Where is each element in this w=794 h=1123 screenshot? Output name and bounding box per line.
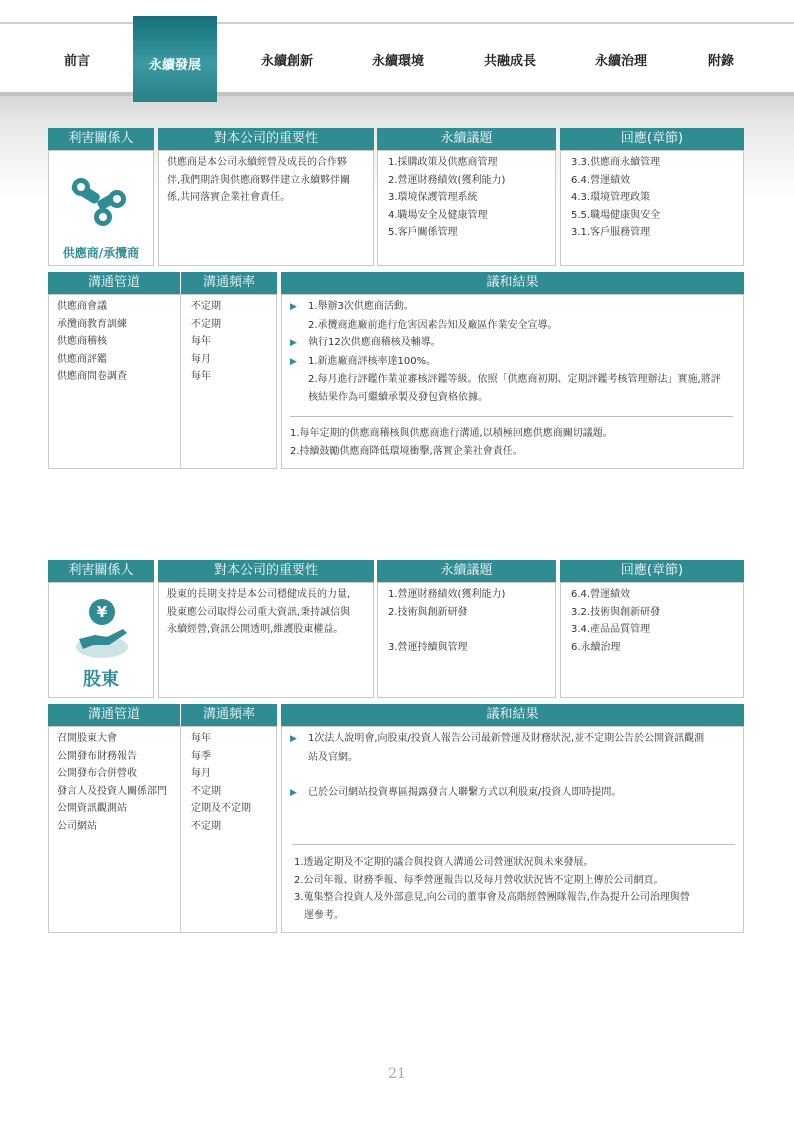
header-stakeholder: 利害關係人 bbox=[48, 560, 154, 582]
bullet-triangle-icon: ▶ bbox=[290, 356, 297, 367]
channel-item: 發言人及投資人關係部門 bbox=[57, 785, 167, 797]
header-frequency: 溝通頻率 bbox=[181, 272, 277, 294]
frequency-list bbox=[191, 730, 266, 835]
result-item: ▶ 1次法人說明會,向股東/投資人報告公司最新營運及財務狀況,並不定期公告於公開資訊觀測 bbox=[290, 730, 735, 749]
frequency-item: 每月 bbox=[191, 353, 211, 365]
importance-cell bbox=[158, 582, 374, 698]
channel-item: 供應商稽核 bbox=[57, 336, 107, 347]
results-summary bbox=[294, 854, 690, 924]
stakeholder-name: 供應商/承攬商 bbox=[62, 246, 140, 260]
header-results: 議和結果 bbox=[281, 272, 744, 294]
nav-tab-sustainable-innovation[interactable]: 永續創新 bbox=[260, 54, 313, 69]
result-item: ▶ 執行12次供應商稽核及輔導。 bbox=[290, 334, 735, 353]
summary-item: 1.透過定期及不定期的議合與投資人溝通公司營運狀況與未來發展。 bbox=[294, 857, 594, 868]
results-summary bbox=[290, 425, 613, 460]
nav-tab-sustainable-development[interactable] bbox=[133, 16, 217, 102]
issue-item: 1.營運財務績效(獲利能力) bbox=[388, 589, 506, 600]
issues-list bbox=[388, 586, 545, 656]
issue-item: 3.環境保護管理系統 bbox=[388, 192, 478, 203]
bullet-triangle-icon: ▶ bbox=[290, 734, 297, 744]
response-item: 4.3.環境管理政策 bbox=[571, 192, 651, 203]
channel-cell bbox=[48, 294, 181, 469]
channel-list bbox=[57, 730, 172, 835]
header-channel: 溝通管道 bbox=[48, 704, 180, 726]
response-list bbox=[571, 154, 733, 242]
importance-line: 股東的長期支持是本公司穩健成長的力量, bbox=[167, 589, 351, 600]
investor-hand-coin-icon bbox=[73, 595, 131, 661]
channel-item: 公開資訊觀測站 bbox=[57, 803, 127, 814]
frequency-item: 不定期 bbox=[191, 301, 221, 312]
result-item: 2.承攬商進廠前進行危害因素告知及廠區作業安全宣導。 bbox=[308, 319, 558, 331]
results-cell bbox=[281, 294, 744, 469]
issues-list bbox=[388, 154, 545, 242]
frequency-item: 每年 bbox=[191, 733, 211, 744]
channel-item: 公開發布合併營收 bbox=[57, 768, 137, 779]
nav-tab-sustainable-environment[interactable]: 永續環境 bbox=[371, 54, 424, 69]
response-item: 3.1.客戶服務管理 bbox=[571, 227, 651, 238]
results-divider bbox=[292, 844, 735, 845]
header-issues: 永續議題 bbox=[377, 560, 556, 582]
nav-tab-sustainable-governance[interactable]: 永續治理 bbox=[594, 54, 647, 69]
channel-cell bbox=[48, 726, 181, 933]
response-item: 6.永續治理 bbox=[571, 641, 621, 653]
importance-line: 供應商是本公司永續經營及成長的合作夥 bbox=[167, 157, 347, 168]
result-item: 2.每月進行評鑑作業並審核評鑑等級。依照「供應商初期、定期評鑑考核管理辦法」實施,將評 bbox=[308, 374, 721, 385]
channel-item: 召開股東大會 bbox=[57, 733, 117, 744]
issue-item: 2.技術與創新研發 bbox=[388, 606, 468, 618]
importance-cell bbox=[158, 150, 374, 266]
summary-item: 運參考。 bbox=[304, 909, 344, 921]
frequency-item: 不定期 bbox=[191, 785, 221, 797]
issue-item: 2.營運財務績效(獲利能力) bbox=[388, 174, 506, 186]
channel-item: 供應商評鑑 bbox=[57, 353, 107, 365]
header-importance: 對本公司的重要性 bbox=[158, 560, 374, 582]
issue-item: 4.職場安全及健康管理 bbox=[388, 209, 488, 221]
frequency-item: 每季 bbox=[191, 750, 211, 762]
response-cell bbox=[560, 582, 744, 698]
response-cell bbox=[560, 150, 744, 266]
results-divider bbox=[290, 416, 733, 417]
result-item: ▶ 1.新進廠商評核率達100%。 bbox=[290, 353, 735, 372]
summary-item: 1.每年定期的供應商稽核與供應商進行溝通,以積極回應供應商關切議題。 bbox=[290, 428, 613, 439]
result-item: ▶ 已於公司網站投資專區揭露發言人聯繫方式以利股東/投資人即時提問。 bbox=[290, 784, 735, 803]
importance-line: 永續經營,資訊公開透明,維護股東權益。 bbox=[167, 624, 344, 635]
result-item: 核結果作為可繼續承製及發包資格依據。 bbox=[308, 391, 488, 403]
bullet-triangle-icon: ▶ bbox=[290, 787, 297, 798]
frequency-item: 每年 bbox=[191, 336, 211, 347]
result-item: ▶ 1.舉辦3次供應商活動。 bbox=[290, 298, 735, 317]
svg-text:¥: ¥ bbox=[96, 603, 108, 621]
summary-item: 3.蒐集整合投資人及外部意見,向公司的董事會及高階經營團隊報告,作為提升公司治理與營 bbox=[294, 892, 690, 903]
nav-tab-label: 永續發展 bbox=[148, 58, 201, 73]
header-stakeholder: 利害關係人 bbox=[48, 128, 154, 150]
header-issues: 永續議題 bbox=[377, 128, 556, 150]
channel-item: 公開發布財務報告 bbox=[57, 750, 137, 762]
results-cell bbox=[281, 726, 744, 933]
stakeholder-cell bbox=[48, 582, 154, 698]
top-navigation bbox=[0, 22, 794, 96]
frequency-item: 定期及不定期 bbox=[191, 803, 251, 814]
nav-tab-inclusive-growth[interactable]: 共融成長 bbox=[483, 54, 536, 69]
issue-item: 1.採購政策及供應商管理 bbox=[388, 157, 498, 168]
bullet-triangle-icon: ▶ bbox=[290, 302, 297, 312]
channel-item: 承攬商教育訓練 bbox=[57, 318, 127, 330]
tools-icon bbox=[67, 173, 137, 229]
frequency-cell bbox=[180, 294, 277, 469]
importance-line: 股東應公司取得公司重大資訊,秉持誠信與 bbox=[167, 606, 351, 618]
header-response: 回應(章節) bbox=[560, 560, 744, 582]
importance-line: 伴,我們期許與供應商夥伴建立永續夥伴關 bbox=[167, 174, 351, 186]
channel-item: 供應商問卷調查 bbox=[57, 371, 127, 382]
importance-line: 係,共同落實企業社會責任。 bbox=[167, 192, 291, 203]
response-item: 6.4.營運績效 bbox=[571, 589, 631, 600]
response-item: 6.4.營運績效 bbox=[571, 174, 631, 186]
channel-item: 公司網站 bbox=[57, 820, 97, 832]
issue-item bbox=[388, 621, 545, 639]
importance-text bbox=[167, 586, 365, 639]
page-number: 21 bbox=[388, 1066, 406, 1082]
stakeholder-name: 股東 bbox=[83, 669, 119, 690]
frequency-item: 不定期 bbox=[191, 820, 221, 832]
response-item: 5.5.職場健康與安全 bbox=[571, 209, 661, 221]
frequency-cell bbox=[180, 726, 277, 933]
response-list bbox=[571, 586, 733, 656]
nav-tab-appendix[interactable]: 附錄 bbox=[707, 54, 734, 69]
results-list bbox=[290, 298, 735, 406]
issues-cell bbox=[377, 582, 556, 698]
importance-text bbox=[167, 154, 365, 207]
summary-item: 2.公司年報、財務季報、每季營運報告以及每月營收狀況皆不定期上傳於公司網頁。 bbox=[294, 874, 664, 886]
results-list bbox=[290, 730, 735, 802]
header-importance: 對本公司的重要性 bbox=[158, 128, 374, 150]
channel-list bbox=[57, 298, 172, 386]
header-frequency: 溝通頻率 bbox=[181, 704, 277, 726]
bullet-triangle-icon: ▶ bbox=[290, 338, 297, 348]
result-item: 站及官網。 bbox=[308, 751, 358, 763]
channel-item: 供應商會議 bbox=[57, 301, 107, 312]
header-results: 議和結果 bbox=[281, 704, 744, 726]
frequency-item: 每年 bbox=[191, 371, 211, 382]
issue-item: 5.客戶關係管理 bbox=[388, 227, 458, 238]
result-item bbox=[290, 766, 735, 784]
frequency-item: 不定期 bbox=[191, 318, 221, 330]
nav-tab-preface[interactable]: 前言 bbox=[63, 54, 90, 69]
stakeholder-cell bbox=[48, 150, 154, 266]
response-item: 3.4.產品品質管理 bbox=[571, 624, 651, 635]
header-response: 回應(章節) bbox=[560, 128, 744, 150]
frequency-list bbox=[191, 298, 266, 386]
issues-cell bbox=[377, 150, 556, 266]
summary-item: 2.持續鼓勵供應商降低環境衝擊,落實企業社會責任。 bbox=[290, 445, 523, 457]
response-item: 3.3.供應商永續管理 bbox=[571, 157, 661, 168]
response-item: 3.2.技術與創新研發 bbox=[571, 606, 661, 618]
frequency-item: 每月 bbox=[191, 768, 211, 779]
header-channel: 溝通管道 bbox=[48, 272, 180, 294]
issue-item: 3.營運持續與管理 bbox=[388, 641, 468, 653]
